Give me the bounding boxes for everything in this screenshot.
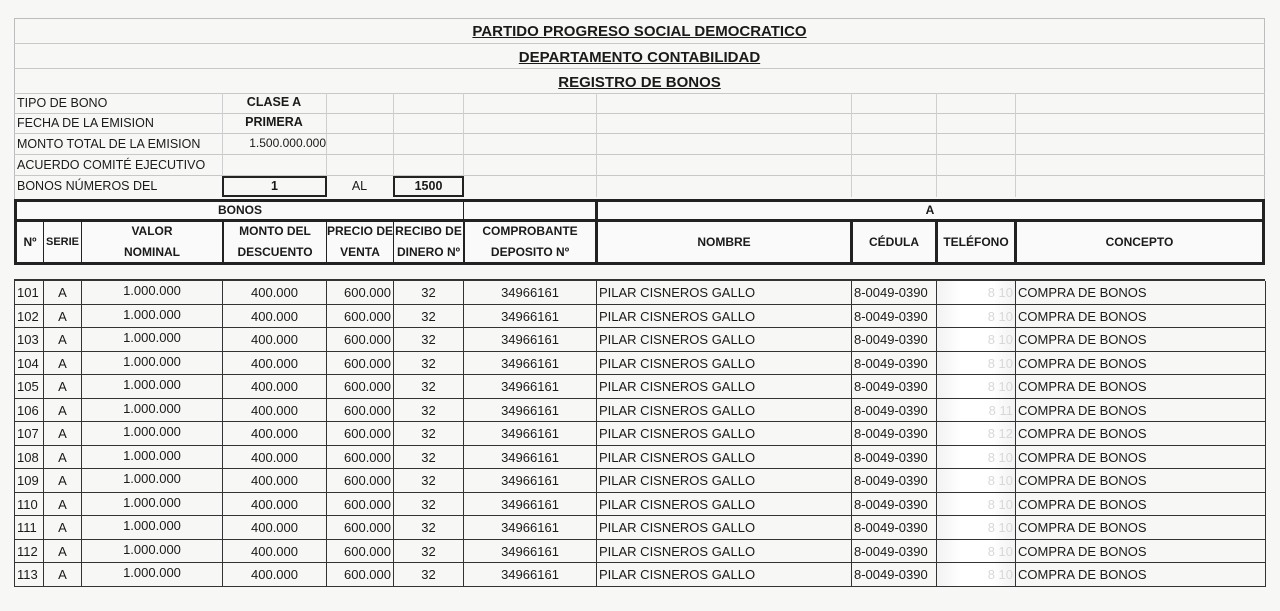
cell-nombre: PILAR CISNEROS GALLO <box>597 540 852 564</box>
table-row <box>14 281 1266 305</box>
cell-telefono: 8 10 <box>937 281 1016 305</box>
col-header-monto-line1: MONTO DEL <box>239 224 311 238</box>
cell-comprobante-deposito: 34966161 <box>464 422 597 446</box>
cell-cedula: 8-0049-0390 <box>852 493 937 517</box>
cell-comprobante-deposito: 34966161 <box>464 399 597 423</box>
org-title: PARTIDO PROGRESO SOCIAL DEMOCRATICO <box>472 23 807 40</box>
cell-precio-venta: 600.000 <box>327 493 394 517</box>
cell-valor-nominal: 1.000.000 <box>82 352 223 376</box>
col-header-precio-line1: PRECIO DE <box>327 224 394 238</box>
cell-concepto: COMPRA DE BONOS <box>1016 540 1266 564</box>
cell-telefono: 8 10 <box>937 516 1016 540</box>
cell-nombre: PILAR CISNEROS GALLO <box>597 469 852 493</box>
table-row <box>14 563 1266 587</box>
cell-concepto: COMPRA DE BONOS <box>1016 352 1266 376</box>
gridline <box>14 93 1265 94</box>
col-header-comprobante-line2: DEPOSITO Nº <box>490 245 570 259</box>
cell-monto-descuento: 400.000 <box>223 540 327 564</box>
cell-serie: A <box>44 399 82 423</box>
cell-cedula: 8-0049-0390 <box>852 422 937 446</box>
cell-precio-venta: 600.000 <box>327 305 394 329</box>
cell-recibo-dinero: 32 <box>394 446 464 470</box>
cell-cedula: 8-0049-0390 <box>852 352 937 376</box>
cell-valor-nominal: 1.000.000 <box>82 375 223 399</box>
cell-cedula: 8-0049-0390 <box>852 305 937 329</box>
cell-monto-descuento: 400.000 <box>223 399 327 423</box>
table-row <box>14 422 1266 446</box>
col-header-monto-descuento <box>222 220 327 265</box>
cell-concepto: COMPRA DE BONOS <box>1016 516 1266 540</box>
col-header-serie: SERIE <box>43 220 82 265</box>
table-row <box>14 399 1266 423</box>
cell-telefono: 8 10 <box>937 352 1016 376</box>
cell-comprobante-deposito: 34966161 <box>464 540 597 564</box>
bonos-to-value: 1500 <box>393 176 464 197</box>
col-header-comprobante-line1: COMPROBANTE <box>482 224 578 238</box>
cell-recibo-dinero: 32 <box>394 328 464 352</box>
col-header-recibo-line1: RECIBO DE <box>395 224 462 238</box>
cell-telefono: 8 10 <box>937 446 1016 470</box>
cell-monto-descuento: 400.000 <box>223 305 327 329</box>
cell-precio-venta: 600.000 <box>327 469 394 493</box>
cell-recibo-dinero: 32 <box>394 540 464 564</box>
gridline <box>596 93 597 197</box>
cell-monto-descuento: 400.000 <box>223 446 327 470</box>
cell-serie: A <box>44 422 82 446</box>
cell-no: 105 <box>15 375 44 399</box>
cell-precio-venta: 600.000 <box>327 375 394 399</box>
cell-monto-descuento: 400.000 <box>223 328 327 352</box>
cell-precio-venta: 600.000 <box>327 399 394 423</box>
cell-no: 102 <box>15 305 44 329</box>
cell-comprobante-deposito: 34966161 <box>464 469 597 493</box>
table-row <box>14 375 1266 399</box>
cell-comprobante-deposito: 34966161 <box>464 563 597 587</box>
cell-concepto: COMPRA DE BONOS <box>1016 399 1266 423</box>
table-row <box>14 446 1266 470</box>
cell-monto-descuento: 400.000 <box>223 493 327 517</box>
table-row <box>14 516 1266 540</box>
gridline <box>936 93 937 197</box>
table-row <box>14 305 1266 329</box>
cell-comprobante-deposito: 34966161 <box>464 516 597 540</box>
col-header-nombre: NOMBRE <box>596 220 852 265</box>
cell-valor-nominal: 1.000.000 <box>82 493 223 517</box>
gridline <box>851 93 852 197</box>
cell-concepto: COMPRA DE BONOS <box>1016 446 1266 470</box>
cell-precio-venta: 600.000 <box>327 563 394 587</box>
cell-comprobante-deposito: 34966161 <box>464 493 597 517</box>
cell-concepto: COMPRA DE BONOS <box>1016 305 1266 329</box>
cell-nombre: PILAR CISNEROS GALLO <box>597 422 852 446</box>
cell-comprobante-deposito: 34966161 <box>464 305 597 329</box>
cell-serie: A <box>44 563 82 587</box>
cell-valor-nominal: 1.000.000 <box>82 446 223 470</box>
col-header-valor-line1: VALOR <box>131 224 173 238</box>
cell-no: 103 <box>15 328 44 352</box>
gridline <box>14 68 1265 69</box>
cell-serie: A <box>44 328 82 352</box>
cell-concepto: COMPRA DE BONOS <box>1016 493 1266 517</box>
bonos-al-label: AL <box>351 179 368 193</box>
col-header-comprobante-deposito <box>463 220 597 265</box>
cell-no: 109 <box>15 469 44 493</box>
col-header-precio-line2: VENTA <box>340 245 380 259</box>
cell-telefono: 8 10 <box>937 305 1016 329</box>
cell-concepto: COMPRA DE BONOS <box>1016 375 1266 399</box>
cell-valor-nominal: 1.000.000 <box>82 516 223 540</box>
cell-comprobante-deposito: 34966161 <box>464 352 597 376</box>
cell-precio-venta: 600.000 <box>327 281 394 305</box>
cell-cedula: 8-0049-0390 <box>852 540 937 564</box>
table-row <box>14 493 1266 517</box>
cell-recibo-dinero: 32 <box>394 493 464 517</box>
group-header-blank <box>463 199 597 221</box>
cell-no: 112 <box>15 540 44 564</box>
table-row <box>14 328 1266 352</box>
group-header-a: A <box>596 199 1265 221</box>
col-header-no: Nº <box>14 220 44 265</box>
cell-comprobante-deposito: 34966161 <box>464 446 597 470</box>
cell-cedula: 8-0049-0390 <box>852 328 937 352</box>
bonos-from-value: 1 <box>222 176 327 197</box>
cell-monto-descuento: 400.000 <box>223 281 327 305</box>
cell-comprobante-deposito: 34966161 <box>464 375 597 399</box>
cell-no: 107 <box>15 422 44 446</box>
cell-recibo-dinero: 32 <box>394 469 464 493</box>
cell-nombre: PILAR CISNEROS GALLO <box>597 375 852 399</box>
cell-telefono: 8 11 <box>937 399 1016 423</box>
cell-serie: A <box>44 493 82 517</box>
cell-concepto: COMPRA DE BONOS <box>1016 422 1266 446</box>
cell-precio-venta: 600.000 <box>327 540 394 564</box>
cell-valor-nominal: 1.000.000 <box>82 469 223 493</box>
cell-telefono: 8 10 <box>937 540 1016 564</box>
bonos-numeros-label: BONOS NÚMEROS DEL <box>17 179 158 193</box>
table-row <box>14 469 1266 493</box>
group-header-bonos: BONOS <box>14 199 464 221</box>
cell-telefono: 8 10 <box>937 469 1016 493</box>
cell-telefono: 8 10 <box>937 563 1016 587</box>
cell-nombre: PILAR CISNEROS GALLO <box>597 563 852 587</box>
col-header-valor-line2: NOMINAL <box>124 245 180 259</box>
cell-valor-nominal: 1.000.000 <box>82 328 223 352</box>
cell-precio-venta: 600.000 <box>327 352 394 376</box>
cell-valor-nominal: 1.000.000 <box>82 422 223 446</box>
cell-no: 101 <box>15 281 44 305</box>
cell-recibo-dinero: 32 <box>394 352 464 376</box>
cell-comprobante-deposito: 34966161 <box>464 281 597 305</box>
col-header-valor-nominal <box>81 220 223 265</box>
gridline <box>14 133 1265 134</box>
tipo-bono-value: CLASE A <box>246 95 302 109</box>
gridline <box>14 43 1265 44</box>
cell-telefono: 8 12 <box>937 422 1016 446</box>
col-header-concepto: CONCEPTO <box>1015 220 1265 265</box>
cell-cedula: 8-0049-0390 <box>852 446 937 470</box>
col-header-monto-line2: DESCUENTO <box>237 245 313 259</box>
cell-monto-descuento: 400.000 <box>223 352 327 376</box>
cell-recibo-dinero: 32 <box>394 399 464 423</box>
department-title: DEPARTAMENTO CONTABILIDAD <box>518 49 761 66</box>
cell-serie: A <box>44 446 82 470</box>
cell-concepto: COMPRA DE BONOS <box>1016 328 1266 352</box>
cell-concepto: COMPRA DE BONOS <box>1016 281 1266 305</box>
cell-monto-descuento: 400.000 <box>223 469 327 493</box>
cell-nombre: PILAR CISNEROS GALLO <box>597 516 852 540</box>
monto-total-label: MONTO TOTAL DE LA EMISION <box>17 137 201 151</box>
col-header-recibo-line2: DINERO Nº <box>396 245 461 259</box>
cell-cedula: 8-0049-0390 <box>852 516 937 540</box>
cell-comprobante-deposito: 34966161 <box>464 328 597 352</box>
cell-monto-descuento: 400.000 <box>223 563 327 587</box>
cell-valor-nominal: 1.000.000 <box>82 563 223 587</box>
cell-no: 104 <box>15 352 44 376</box>
cell-recibo-dinero: 32 <box>394 422 464 446</box>
cell-monto-descuento: 400.000 <box>223 516 327 540</box>
cell-recibo-dinero: 32 <box>394 305 464 329</box>
col-header-recibo-dinero <box>393 220 464 265</box>
table-row <box>14 540 1266 564</box>
col-header-telefono: TELÉFONO <box>936 220 1016 265</box>
cell-nombre: PILAR CISNEROS GALLO <box>597 281 852 305</box>
tipo-bono-label: TIPO DE BONO <box>17 96 108 110</box>
cell-cedula: 8-0049-0390 <box>852 469 937 493</box>
cell-telefono: 8 10 <box>937 375 1016 399</box>
cell-no: 110 <box>15 493 44 517</box>
cell-concepto: COMPRA DE BONOS <box>1016 563 1266 587</box>
acuerdo-label: ACUERDO COMITÉ EJECUTIVO <box>17 158 206 172</box>
cell-serie: A <box>44 540 82 564</box>
fecha-emision-label: FECHA DE LA EMISION <box>17 116 154 130</box>
monto-total-value: 1.500.000.000 <box>249 136 326 150</box>
fecha-emision-value: PRIMERA <box>245 115 303 129</box>
cell-monto-descuento: 400.000 <box>223 375 327 399</box>
cell-recibo-dinero: 32 <box>394 563 464 587</box>
cell-nombre: PILAR CISNEROS GALLO <box>597 446 852 470</box>
cell-cedula: 8-0049-0390 <box>852 563 937 587</box>
cell-recibo-dinero: 32 <box>394 281 464 305</box>
cell-monto-descuento: 400.000 <box>223 422 327 446</box>
cell-serie: A <box>44 281 82 305</box>
cell-cedula: 8-0049-0390 <box>852 281 937 305</box>
cell-no: 113 <box>15 563 44 587</box>
cell-recibo-dinero: 32 <box>394 516 464 540</box>
document-title: REGISTRO DE BONOS <box>558 74 721 91</box>
cell-valor-nominal: 1.000.000 <box>82 540 223 564</box>
cell-serie: A <box>44 375 82 399</box>
cell-valor-nominal: 1.000.000 <box>82 305 223 329</box>
col-header-cedula: CÉDULA <box>851 220 937 265</box>
cell-telefono: 8 10 <box>937 328 1016 352</box>
cell-precio-venta: 600.000 <box>327 328 394 352</box>
table-body-top-border <box>14 279 1265 281</box>
cell-cedula: 8-0049-0390 <box>852 399 937 423</box>
gridline <box>14 175 1265 176</box>
cell-no: 106 <box>15 399 44 423</box>
table-row <box>14 352 1266 376</box>
cell-valor-nominal: 1.000.000 <box>82 281 223 305</box>
cell-no: 108 <box>15 446 44 470</box>
cell-nombre: PILAR CISNEROS GALLO <box>597 493 852 517</box>
cell-nombre: PILAR CISNEROS GALLO <box>597 352 852 376</box>
cell-precio-venta: 600.000 <box>327 516 394 540</box>
cell-no: 111 <box>15 516 44 540</box>
cell-serie: A <box>44 469 82 493</box>
cell-nombre: PILAR CISNEROS GALLO <box>597 399 852 423</box>
cell-precio-venta: 600.000 <box>327 422 394 446</box>
cell-valor-nominal: 1.000.000 <box>82 399 223 423</box>
col-header-precio-venta <box>326 220 394 265</box>
cell-concepto: COMPRA DE BONOS <box>1016 469 1266 493</box>
gridline <box>14 113 1265 114</box>
cell-serie: A <box>44 305 82 329</box>
cell-recibo-dinero: 32 <box>394 375 464 399</box>
cell-serie: A <box>44 352 82 376</box>
cell-nombre: PILAR CISNEROS GALLO <box>597 305 852 329</box>
cell-precio-venta: 600.000 <box>327 446 394 470</box>
cell-cedula: 8-0049-0390 <box>852 375 937 399</box>
gridline <box>1015 93 1016 197</box>
cell-nombre: PILAR CISNEROS GALLO <box>597 328 852 352</box>
cell-serie: A <box>44 516 82 540</box>
cell-telefono: 8 10 <box>937 493 1016 517</box>
